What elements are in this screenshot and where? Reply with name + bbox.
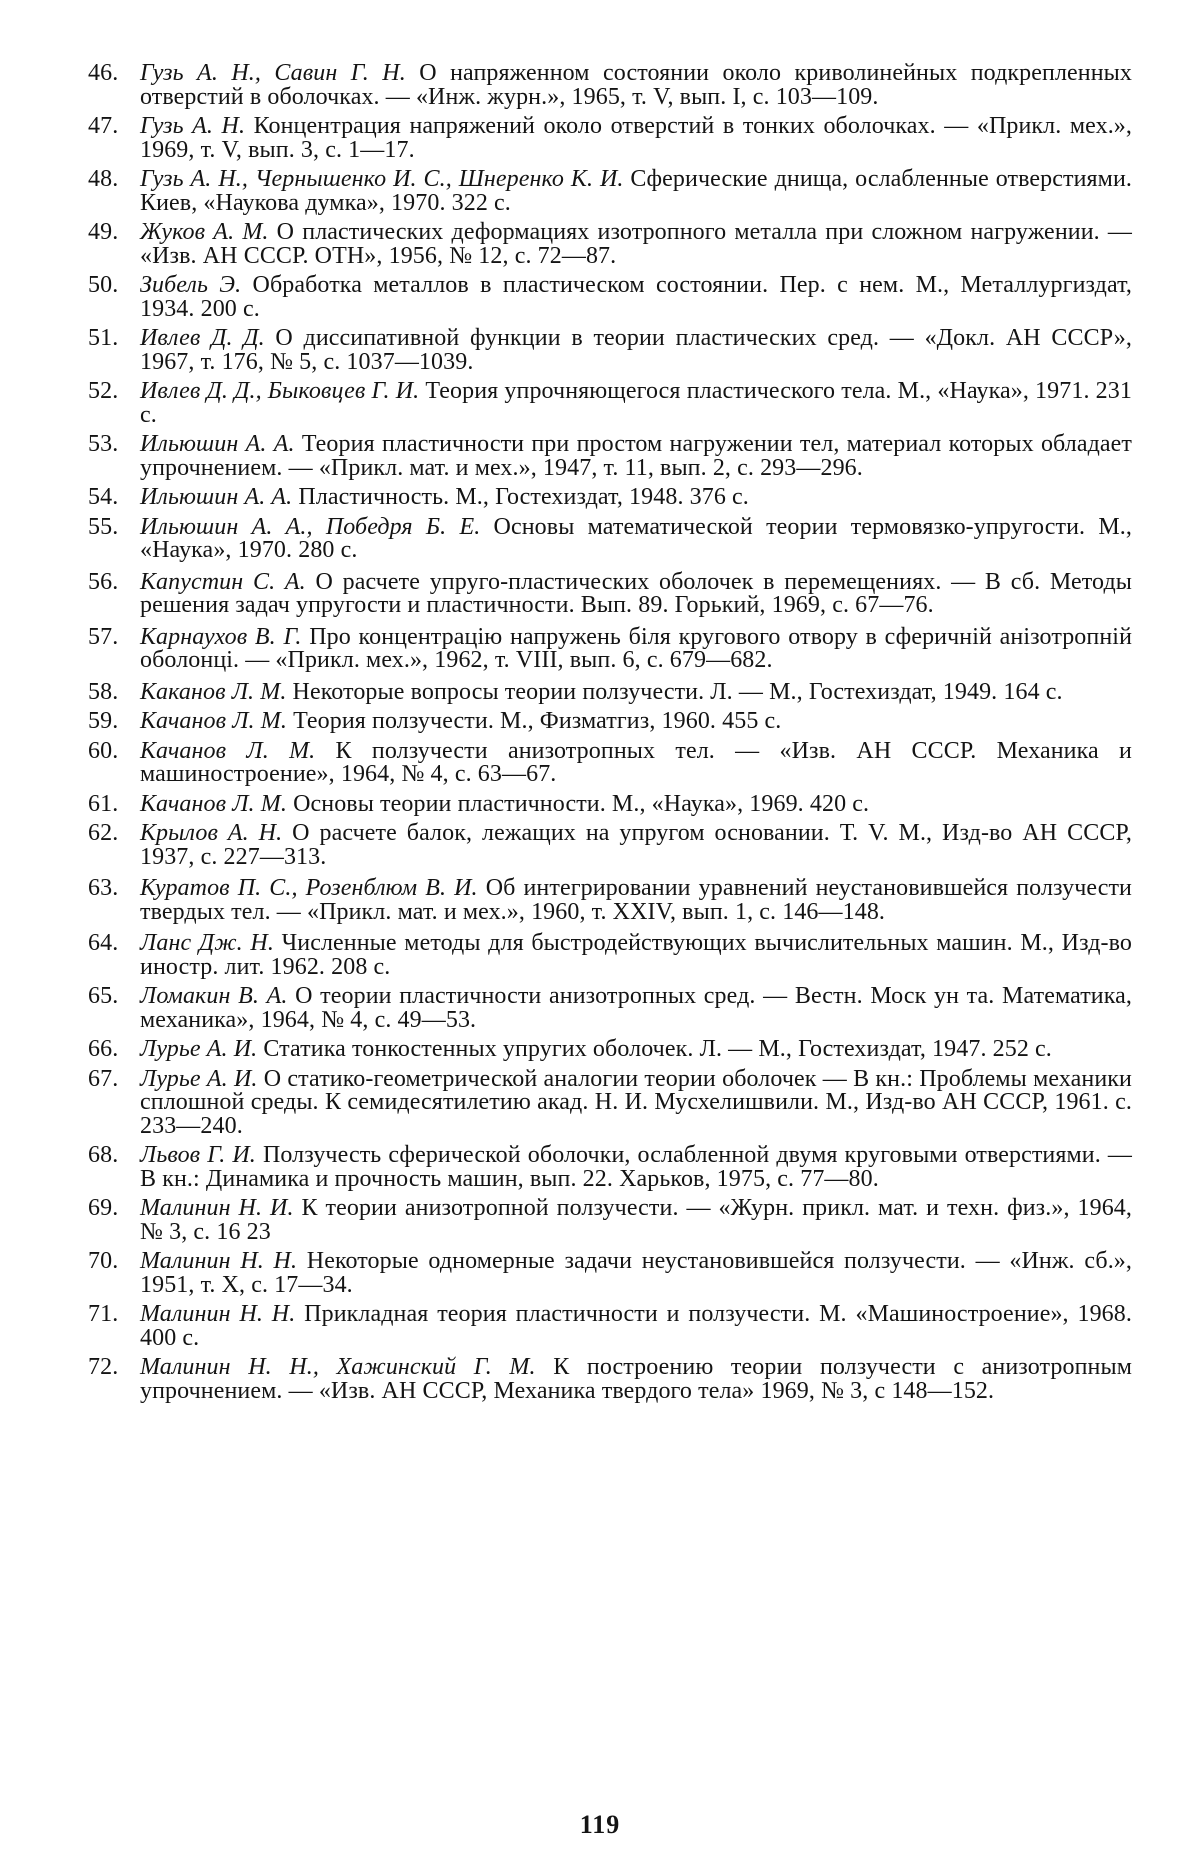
reference-text: К построению теории ползучести с анизотропным упрочнением. — «Изв. АН СССР, Механика твердого тела» 1969, № 3, с 148—152. xyxy=(140,1354,1132,1404)
reference-authors: Качанов Л. М. xyxy=(140,708,287,734)
reference-number: 51. xyxy=(88,325,119,351)
reference-number: 62. xyxy=(88,820,119,846)
reference-item xyxy=(88,1197,1132,1244)
reference-number: 52. xyxy=(88,378,119,404)
reference-text: Обработка металлов в пластическом состоянии. Пер. с нем. М., Металлургиздат, 1934. 200 с. xyxy=(140,272,1132,322)
reference-number: 68. xyxy=(88,1142,119,1168)
reference-number: 67. xyxy=(88,1065,119,1092)
reference-item xyxy=(88,1144,1132,1191)
reference-number: 72. xyxy=(88,1354,119,1380)
reference-item xyxy=(88,1303,1132,1350)
reference-item xyxy=(88,1356,1132,1403)
reference-number: 53. xyxy=(88,431,119,457)
reference-text: О диссипативной функции в теории пластических сред. — «Докл. АН СССР», 1967, т. 176, № 5, с. 1037—1039. xyxy=(140,325,1132,375)
reference-item xyxy=(88,433,1132,480)
reference-item xyxy=(88,327,1132,374)
reference-item xyxy=(88,1250,1132,1297)
reference-text: Сферические днища, ослабленные отверстиями. Киев, «Наукова думка», 1970. 322 с. xyxy=(140,166,1132,216)
reference-item xyxy=(88,1065,1132,1139)
reference-list xyxy=(88,62,1132,1409)
reference-number: 61. xyxy=(88,790,119,817)
reference-item xyxy=(88,380,1132,427)
reference-number: 63. xyxy=(88,875,119,901)
page-number: 119 xyxy=(579,1810,621,1839)
reference-authors: Малинин Н. Н. xyxy=(140,1301,296,1327)
reference-text: Основы математической теории термовязко-упругости. М., «Наука», 1970. 280 с. xyxy=(140,513,1132,563)
reference-authors: Ильюшин А. А. xyxy=(140,431,295,457)
reference-number: 54. xyxy=(88,484,119,510)
reference-authors: Ломакин В. А. xyxy=(140,983,288,1009)
reference-item xyxy=(88,985,1132,1032)
reference-item xyxy=(88,62,1132,109)
reference-item xyxy=(88,568,1132,618)
reference-text: О статико-геометрической аналогии теории оболочек — В кн.: Проблемы механики сплошной среды. К семидесятилетию акад. Н. И. Мусхелишвили. М., Изд-во АН СССР, 1961. с. 233—240. xyxy=(140,1065,1132,1139)
reference-item xyxy=(88,513,1132,563)
reference-authors: Лурье А. И. xyxy=(140,1036,258,1062)
reference-text: О напряженном состоянии около криволинейных подкрепленных отверстий в оболочках. — «Инж. журн.», 1965, т. V, вып. I, с. 103—109. xyxy=(140,60,1132,110)
reference-authors: Каканов Л. М. xyxy=(140,678,287,705)
reference-item xyxy=(88,168,1132,215)
reference-number: 69. xyxy=(88,1195,119,1221)
reference-text: Концентрация напряжений около отверстий в тонких оболочках. — «Прикл. мех.», 1969, т. V, вып. 3, с. 1—17. xyxy=(140,113,1133,163)
reference-text: О расчете балок, лежащих на упругом основании. Т. V. М., Изд-во АН СССР, 1937, с. 227—313. xyxy=(140,820,1132,870)
reference-text: Теория ползучести. М., Физматгиз, 1960. 455 с. xyxy=(293,708,782,734)
reference-authors: Капустин С. А. xyxy=(140,568,306,595)
reference-text: К ползучести анизотропных тел. — «Изв. АН СССР. Механика и машиностроение», 1964, № 4, с. 63—67. xyxy=(140,737,1132,787)
reference-number: 49. xyxy=(88,219,119,245)
reference-authors: Лурье А. И. xyxy=(140,1065,258,1092)
reference-text: О пластических деформациях изотропного металла при сложном нагружении. — «Изв. АН СССР. ОТН», 1956, № 12, с. 72—87. xyxy=(140,219,1132,269)
reference-text: Статика тонкостенных упругих оболочек. Л. — М., Гостехиздат, 1947. 252 с. xyxy=(263,1036,1052,1062)
reference-authors: Малинин Н. Н., Хажинский Г. М. xyxy=(140,1354,536,1380)
reference-number: 65. xyxy=(88,983,119,1009)
reference-item xyxy=(88,822,1132,869)
reference-text: Некоторые вопросы теории ползучести. Л. — М., Гостехиздат, 1949. 164 с. xyxy=(292,678,1063,705)
reference-text: Теория пластичности при простом нагружении тел, материал которых обладает упрочнением. — «Прикл. мат. и мех.», 1947, т. 11, вып. 2, с. 293—296. xyxy=(140,431,1132,481)
reference-number: 59. xyxy=(88,708,119,734)
reference-authors: Качанов Л. М. xyxy=(140,737,316,764)
reference-number: 50. xyxy=(88,272,119,298)
reference-item xyxy=(88,932,1132,979)
reference-number: 58. xyxy=(88,678,119,705)
reference-number: 71. xyxy=(88,1301,119,1327)
reference-number: 64. xyxy=(88,930,119,956)
reference-authors: Гузь А. Н., Савин Г. Н. xyxy=(140,60,406,86)
reference-authors: Карнаухов В. Г. xyxy=(140,623,302,650)
reference-text: О теории пластичности анизотропных сред. — Вестн. Моск ун та. Математика, механика», 1964, № 4, с. 49—53. xyxy=(140,983,1132,1033)
reference-item xyxy=(88,790,1132,817)
reference-authors: Гузь А. Н., Чернышенко И. С., Шнеренко К. И. xyxy=(140,166,624,192)
reference-item xyxy=(88,1038,1132,1062)
reference-authors: Малинин Н. И. xyxy=(140,1195,294,1221)
reference-authors: Ивлев Д. Д. xyxy=(140,325,265,351)
reference-item xyxy=(88,274,1132,321)
reference-text: Теория упрочняющегося пластического тела. М., «Наука», 1971. 231 с. xyxy=(140,378,1132,428)
reference-authors: Зибель Э. xyxy=(140,272,242,298)
reference-item xyxy=(88,623,1133,673)
reference-text: Основы теории пластичности. М., «Наука», 1969. 420 с. xyxy=(293,790,870,817)
reference-number: 46. xyxy=(88,60,119,86)
reference-item xyxy=(88,877,1132,924)
reference-authors: Львов Г. И. xyxy=(140,1142,256,1168)
reference-text: Об интегрировании уравнений неустановившейся ползучести твердых тел. — «Прикл. мат. и мех.», 1960, т. XXIV, вып. 1, с. 146—148. xyxy=(140,875,1132,925)
reference-authors: Крылов А. Н. xyxy=(140,820,283,846)
reference-text: Ползучесть сферической оболочки, ослабленной двумя круговыми отверстиями. — В кн.: Динамика и прочность машин, вып. 22. Харьков, 1975, с. 77—80. xyxy=(140,1142,1132,1192)
reference-number: 47. xyxy=(88,113,119,139)
reference-number: 48. xyxy=(88,166,119,192)
reference-item xyxy=(88,221,1132,268)
reference-item xyxy=(88,486,1132,510)
reference-text: О расчете упруго-пластических оболочек в перемещениях. — В сб. Методы решения задач упругости и пластичности. Вып. 89. Горький, 1969, с. 67—76. xyxy=(140,568,1132,618)
reference-authors: Гузь А. Н. xyxy=(140,113,246,139)
reference-number: 57. xyxy=(88,623,119,650)
reference-number: 55. xyxy=(88,513,119,540)
reference-text: Численные методы для быстродействующих вычислительных машин. М., Изд-во иностр. лит. 1962. 208 с. xyxy=(140,930,1132,980)
reference-text: Прикладная теория пластичности и ползучести. М. «Машиностроение», 1968. 400 с. xyxy=(140,1301,1132,1351)
reference-authors: Ланс Дж. Н. xyxy=(140,930,274,956)
reference-number: 66. xyxy=(88,1036,119,1062)
reference-text: Пластичность. М., Гостехиздат, 1948. 376 с. xyxy=(298,484,749,510)
reference-authors: Качанов Л. М. xyxy=(140,790,287,817)
reference-number: 70. xyxy=(88,1248,119,1274)
reference-text: К теории анизотропной ползучести. — «Журн. прикл. мат. и техн. физ.», 1964, № 3, с. 16 23 xyxy=(140,1195,1132,1245)
reference-number: 60. xyxy=(88,737,119,764)
reference-text: Про концентрацію напружень біля кругового отвору в сферичній анізотропній оболонці. — «Прикл. мех.», 1962, т. VIII, вып. 6, с. 679—682. xyxy=(140,623,1133,673)
reference-item xyxy=(88,115,1132,162)
reference-authors: Жуков А. М. xyxy=(140,219,269,245)
reference-authors: Ильюшин А. А. xyxy=(140,484,293,510)
reference-authors: Ильюшин А. А., Победря Б. Е. xyxy=(140,513,481,540)
reference-authors: Ивлев Д. Д., Быковцев Г. И. xyxy=(140,378,420,404)
reference-text: Некоторые одномерные задачи неустановившейся ползучести. — «Инж. сб.», 1951, т. X, с. 17—34. xyxy=(140,1248,1132,1298)
reference-number: 56. xyxy=(88,568,119,595)
reference-item xyxy=(88,737,1132,787)
reference-authors: Малинин Н. Н. xyxy=(140,1248,298,1274)
reference-authors: Куратов П. С., Розенблюм В. И. xyxy=(140,875,478,901)
reference-item xyxy=(88,710,1132,734)
reference-item xyxy=(88,678,1132,705)
